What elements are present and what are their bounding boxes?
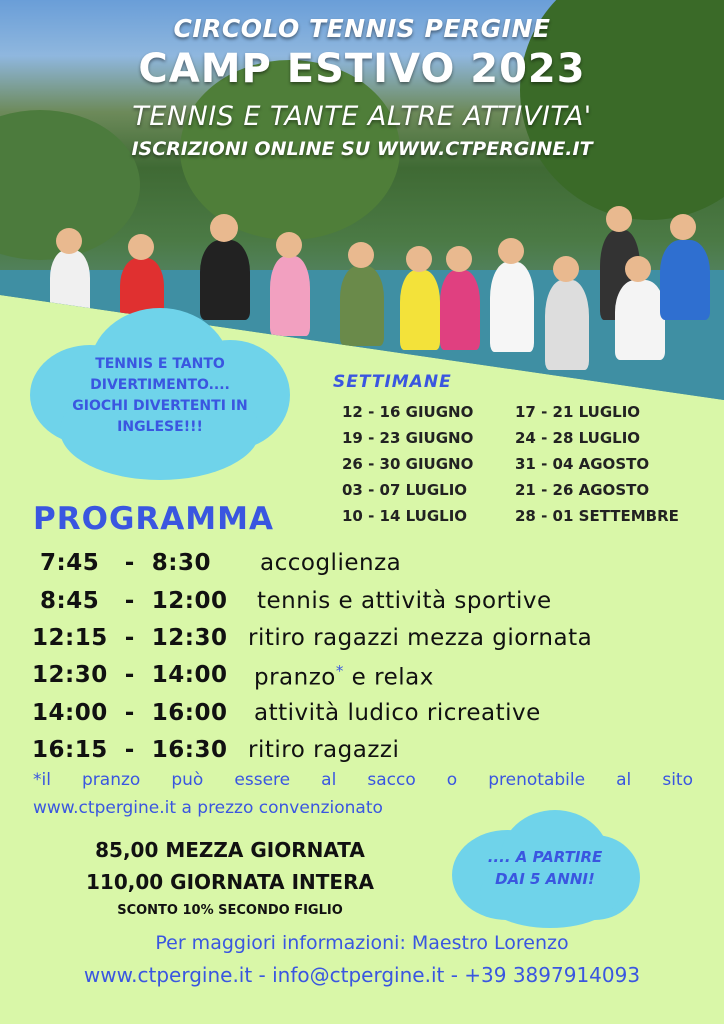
cloud-right-text bbox=[450, 846, 640, 890]
kid-head bbox=[348, 242, 374, 268]
program-activity: accoglienza bbox=[260, 550, 402, 576]
contact-details: www.ctpergine.it - info@ctpergine.it - +39 3897914093 bbox=[83, 963, 641, 987]
kid-figure bbox=[200, 240, 250, 320]
kid-head bbox=[606, 206, 632, 232]
club-name: CIRCOLO TENNIS PERGINE bbox=[173, 14, 551, 43]
program-time: 8:45 - 12:00 bbox=[40, 588, 228, 614]
kid-head bbox=[625, 256, 651, 282]
price-full-day: 110,00 GIORNATA INTERA bbox=[86, 870, 374, 894]
kid-figure bbox=[660, 240, 710, 320]
week-item: 03 - 07 LUGLIO bbox=[342, 481, 468, 499]
kid-figure bbox=[270, 256, 310, 336]
contact-person: Per maggiori informazioni: Maestro Lorenzo bbox=[155, 932, 569, 954]
cloud-left-line: DIVERTIMENTO.... bbox=[90, 377, 230, 393]
kid-head bbox=[498, 238, 524, 264]
weeks-title: SETTIMANE bbox=[333, 372, 452, 392]
discount-info: SCONTO 10% SECONDO FIGLIO bbox=[117, 903, 343, 918]
week-item: 10 - 14 LUGLIO bbox=[342, 507, 468, 525]
kid-figure bbox=[340, 266, 384, 346]
kid-head bbox=[406, 246, 432, 272]
program-title: PROGRAMMA bbox=[33, 501, 274, 537]
program-time: 16:15 - 16:30 bbox=[32, 737, 228, 763]
kid-head bbox=[210, 214, 238, 242]
kid-figure bbox=[50, 250, 90, 320]
week-item: 28 - 01 SETTEMBRE bbox=[515, 507, 679, 525]
program-activity: tennis e attività sportive bbox=[257, 588, 552, 614]
kid-figure bbox=[440, 270, 480, 350]
cloud-right-line: .... A PARTIRE bbox=[487, 848, 603, 866]
week-item: 21 - 26 AGOSTO bbox=[515, 481, 650, 499]
program-time: 14:00 - 16:00 bbox=[32, 700, 228, 726]
kid-head bbox=[670, 214, 696, 240]
program-activity: ritiro ragazzi mezza giornata bbox=[248, 625, 593, 651]
lunch-suffix: e relax bbox=[343, 664, 434, 691]
camp-subtitle: TENNIS E TANTE ALTRE ATTIVITA' bbox=[132, 101, 592, 132]
kid-head bbox=[128, 234, 154, 260]
cloud-right-line: DAI 5 ANNI! bbox=[495, 870, 595, 888]
registration-info: ISCRIZIONI ONLINE SU WWW.CTPERGINE.IT bbox=[131, 138, 593, 160]
cloud-left-text bbox=[40, 354, 280, 438]
week-item: 31 - 04 AGOSTO bbox=[515, 455, 650, 473]
week-item: 26 - 30 GIUGNO bbox=[342, 455, 474, 473]
kid-head bbox=[56, 228, 82, 254]
week-item: 12 - 16 GIUGNO bbox=[342, 403, 474, 421]
kid-head bbox=[446, 246, 472, 272]
kid-head bbox=[553, 256, 579, 282]
program-activity-lunch bbox=[254, 662, 434, 691]
week-item: 19 - 23 GIUGNO bbox=[342, 429, 474, 447]
program-activity: ritiro ragazzi bbox=[248, 737, 400, 763]
lunch-asterisk: * bbox=[335, 662, 344, 680]
cloud-left-line: GIOCHI DIVERTENTI IN bbox=[72, 398, 248, 414]
lunch-note-line1: *il pranzo può essere al sacco o prenotabile al sito bbox=[33, 770, 693, 790]
program-activity: attività ludico ricreative bbox=[254, 700, 541, 726]
kid-figure bbox=[490, 262, 534, 352]
kid-figure bbox=[400, 270, 440, 350]
kid-figure bbox=[615, 280, 665, 360]
price-half-day: 85,00 MEZZA GIORNATA bbox=[95, 838, 365, 862]
program-time: 12:30 - 14:00 bbox=[32, 662, 228, 688]
camp-title: CAMP ESTIVO 2023 bbox=[138, 46, 586, 92]
program-time: 7:45 - 8:30 bbox=[40, 550, 211, 576]
program-activity: pranzo bbox=[254, 664, 336, 691]
lunch-note-line2: www.ctpergine.it a prezzo convenzionato bbox=[33, 798, 383, 818]
program-time: 12:15 - 12:30 bbox=[32, 625, 228, 651]
week-item: 17 - 21 LUGLIO bbox=[515, 403, 641, 421]
cloud-left-line: INGLESE!!! bbox=[117, 419, 203, 435]
kid-head bbox=[276, 232, 302, 258]
cloud-left-line: TENNIS E TANTO bbox=[95, 356, 225, 372]
week-item: 24 - 28 LUGLIO bbox=[515, 429, 641, 447]
kid-figure bbox=[545, 280, 589, 370]
